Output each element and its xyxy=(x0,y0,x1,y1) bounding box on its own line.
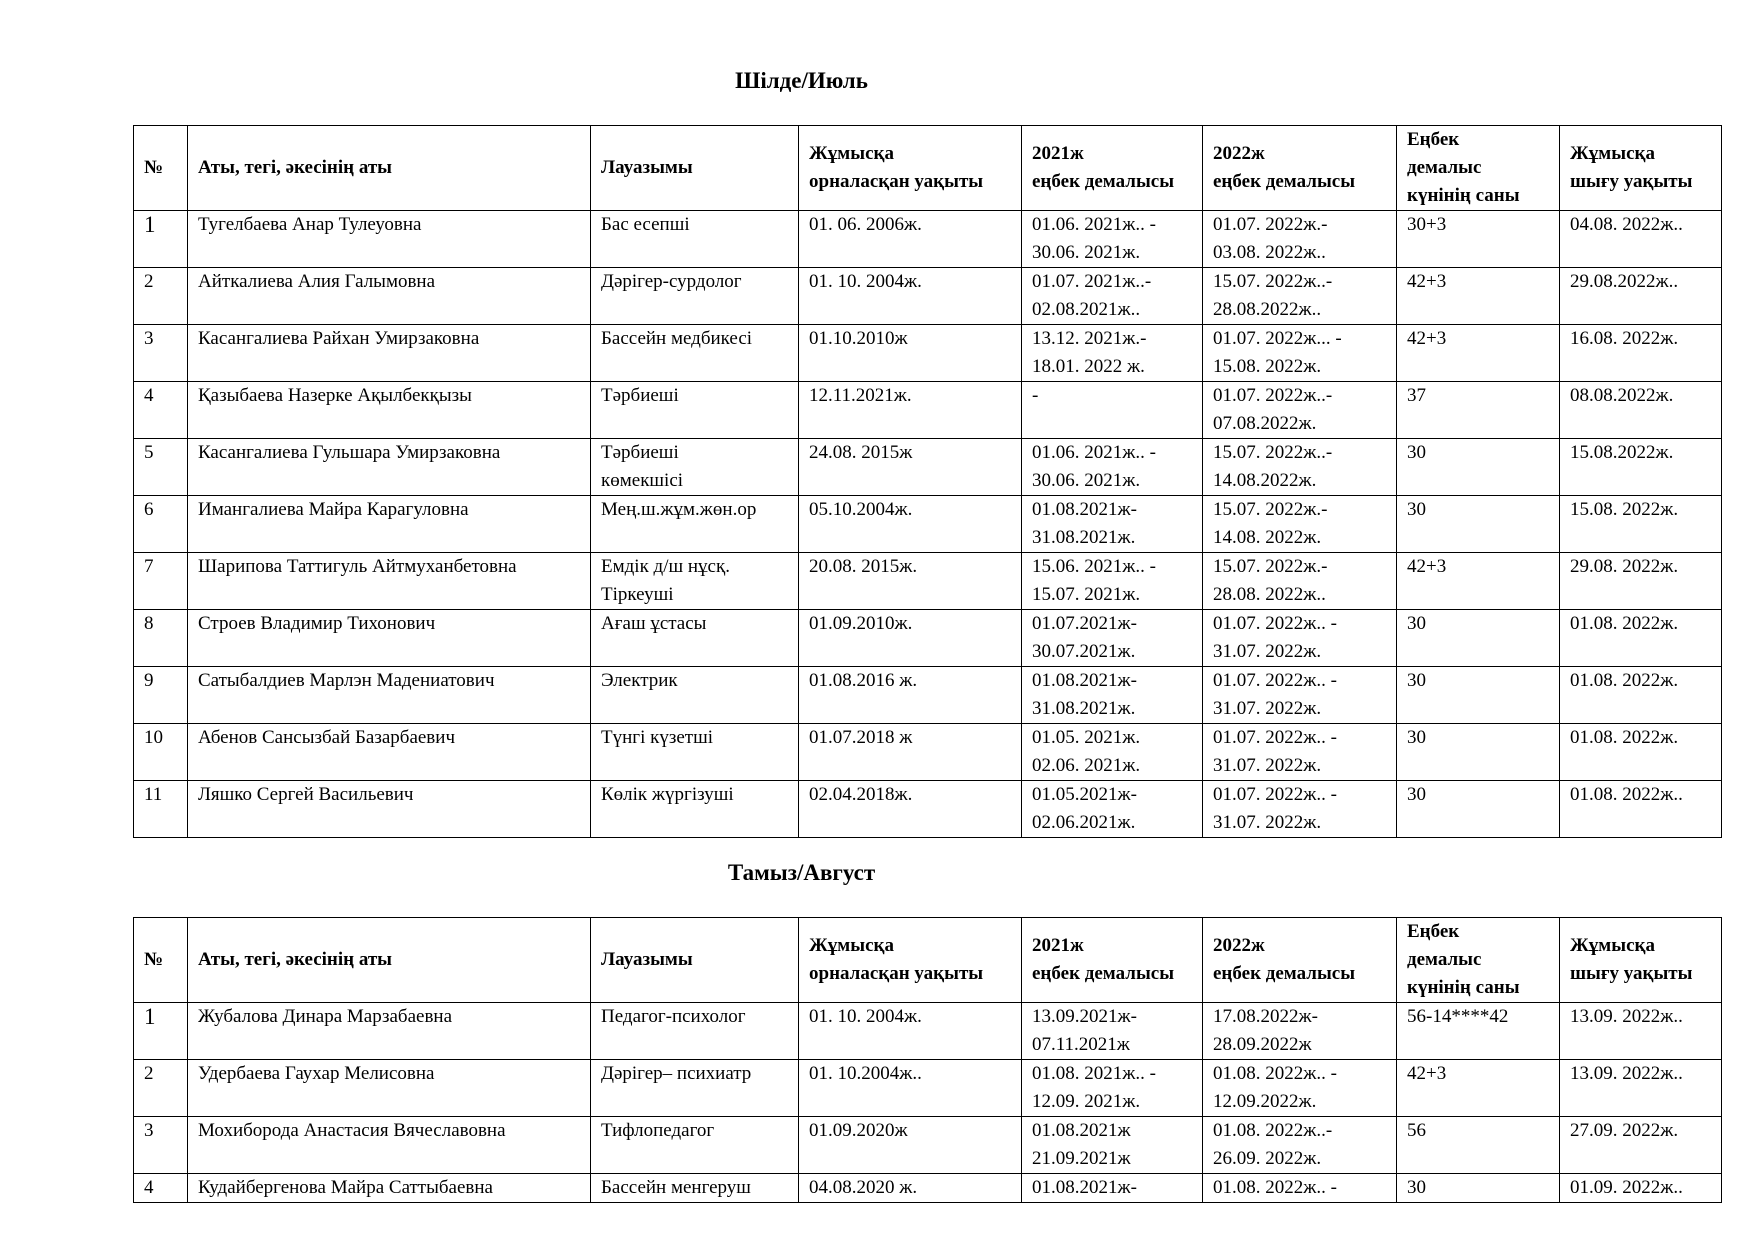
cell-hired: 01.09.2010ж. xyxy=(799,610,1022,667)
header-return-text: Жұмысқа xyxy=(1570,935,1655,956)
leave-2021-line: 15.06. 2021ж.. - xyxy=(1032,556,1156,577)
cell-name: Қазыбаева Назерке Ақылбекқызы xyxy=(188,382,591,439)
cell-name: Айткалиева Алия Галымовна xyxy=(188,268,591,325)
position-line: көмекшісі xyxy=(601,470,684,491)
leave-2022-line: 31.07. 2022ж. xyxy=(1213,755,1322,776)
table-row xyxy=(134,439,1722,496)
cell-return: 01.08. 2022ж. xyxy=(1560,724,1722,781)
cell-num: 2 xyxy=(134,1060,188,1117)
leave-2022-line: 14.08. 2022ж. xyxy=(1213,527,1322,548)
header-days xyxy=(1397,126,1560,211)
table-header-row xyxy=(134,918,1722,1003)
cell-num: 8 xyxy=(134,610,188,667)
table-row xyxy=(134,496,1722,553)
leave-2022-line: 15.07. 2022ж..- xyxy=(1213,271,1333,292)
cell-days: 30 xyxy=(1397,667,1560,724)
cell-position xyxy=(591,724,799,781)
cell-days: 56-14****42 xyxy=(1397,1003,1560,1060)
header-leave2021 xyxy=(1022,126,1203,211)
leave-2022-line: 15.07. 2022ж.- xyxy=(1213,499,1328,520)
leave-2021-line: 21.09.2021ж xyxy=(1032,1148,1131,1169)
header-position xyxy=(591,918,799,1003)
leave-2021-line: 01.08.2021ж xyxy=(1032,1120,1131,1141)
cell-days: 42+3 xyxy=(1397,1060,1560,1117)
cell-position xyxy=(591,1003,799,1060)
cell-leave-2021 xyxy=(1022,439,1203,496)
cell-name: Строев Владимир Тихонович xyxy=(188,610,591,667)
cell-days: 56 xyxy=(1397,1117,1560,1174)
cell-leave-2022 xyxy=(1203,1060,1397,1117)
cell-days: 30+3 xyxy=(1397,211,1560,268)
cell-return: 13.09. 2022ж.. xyxy=(1560,1060,1722,1117)
table-row xyxy=(134,1060,1722,1117)
leave-2022-line: 01.07. 2022ж.. - xyxy=(1213,670,1337,691)
cell-name: Имангалиева Майра Карагуловна xyxy=(188,496,591,553)
header-days-text: күнінің саны xyxy=(1407,185,1520,206)
header-position xyxy=(591,126,799,211)
cell-hired: 01. 10.2004ж.. xyxy=(799,1060,1022,1117)
leave-2021-line: 12.09. 2021ж. xyxy=(1032,1091,1141,1112)
cell-return: 01.08. 2022ж. xyxy=(1560,610,1722,667)
header-days xyxy=(1397,918,1560,1003)
cell-hired: 01. 10. 2004ж. xyxy=(799,1003,1022,1060)
cell-return: 01.09. 2022ж.. xyxy=(1560,1174,1722,1203)
cell-return: 16.08. 2022ж. xyxy=(1560,325,1722,382)
leave-2022-line: 31.07. 2022ж. xyxy=(1213,698,1322,719)
header-num xyxy=(134,126,188,211)
cell-name: Касангалиева Райхан Умирзаковна xyxy=(188,325,591,382)
cell-num: 10 xyxy=(134,724,188,781)
cell-position xyxy=(591,496,799,553)
cell-position xyxy=(591,1060,799,1117)
cell-hired: 05.10.2004ж. xyxy=(799,496,1022,553)
leave-2022-line: 31.07. 2022ж. xyxy=(1213,641,1322,662)
header-hired-text: Жұмысқа xyxy=(809,143,894,164)
cell-leave-2021 xyxy=(1022,1003,1203,1060)
cell-days: 30 xyxy=(1397,1174,1560,1203)
position-line: Дәрігер-сурдолог xyxy=(601,271,742,292)
leave-2022-line: 01.08. 2022ж.. - xyxy=(1213,1063,1337,1084)
header-days-text: демалыс xyxy=(1407,949,1482,970)
leave-2021-line: 01.06. 2021ж.. - xyxy=(1032,442,1156,463)
leave-2022-line: 14.08.2022ж. xyxy=(1213,470,1317,491)
cell-return: 27.09. 2022ж. xyxy=(1560,1117,1722,1174)
cell-leave-2022 xyxy=(1203,667,1397,724)
position-line: Тіркеуші xyxy=(601,584,674,605)
cell-hired: 20.08. 2015ж. xyxy=(799,553,1022,610)
cell-hired: 12.11.2021ж. xyxy=(799,382,1022,439)
vacation-table-august xyxy=(133,917,1722,1203)
cell-position xyxy=(591,268,799,325)
position-line: Түнгі күзетші xyxy=(601,727,713,748)
header-hired-text: орналасқан уақыты xyxy=(809,963,984,984)
cell-leave-2022 xyxy=(1203,268,1397,325)
cell-position xyxy=(591,1117,799,1174)
leave-2022-line: 17.08.2022ж- xyxy=(1213,1006,1318,1027)
cell-return: 08.08.2022ж. xyxy=(1560,382,1722,439)
header-leave2022-text: 2022ж xyxy=(1213,143,1265,164)
cell-num: 7 xyxy=(134,553,188,610)
header-leave2021-text: еңбек демалысы xyxy=(1032,963,1175,984)
table-row xyxy=(134,1003,1722,1060)
section-title-august: Тамыз/Август xyxy=(727,860,876,885)
table-header-row xyxy=(134,126,1722,211)
position-line: Бассейн менгеруш xyxy=(601,1177,751,1198)
cell-hired: 01.10.2010ж xyxy=(799,325,1022,382)
header-days-text: демалыс xyxy=(1407,157,1482,178)
header-hired-text: орналасқан уақыты xyxy=(809,171,984,192)
leave-2021-line: 02.06.2021ж. xyxy=(1032,812,1136,833)
cell-hired: 01. 06. 2006ж. xyxy=(799,211,1022,268)
cell-leave-2021 xyxy=(1022,1060,1203,1117)
cell-position xyxy=(591,325,799,382)
header-leave2021-text: 2021ж xyxy=(1032,143,1084,164)
cell-return: 01.08. 2022ж.. xyxy=(1560,781,1722,838)
cell-leave-2021 xyxy=(1022,1174,1203,1203)
leave-2022-line: 01.08. 2022ж.. - xyxy=(1213,1177,1337,1198)
leave-2021-line: 01.08. 2021ж.. - xyxy=(1032,1063,1156,1084)
header-return-text: шығу уақыты xyxy=(1570,963,1693,984)
cell-name: Мохиборода Анастасия Вячеславовна xyxy=(188,1117,591,1174)
leave-2021-line: 31.08.2021ж. xyxy=(1032,527,1136,548)
cell-hired: 02.04.2018ж. xyxy=(799,781,1022,838)
cell-days: 30 xyxy=(1397,781,1560,838)
cell-num: 5 xyxy=(134,439,188,496)
cell-leave-2022 xyxy=(1203,610,1397,667)
leave-2022-line: 15.07. 2022ж.- xyxy=(1213,556,1328,577)
cell-name: Ляшко Сергей Васильевич xyxy=(188,781,591,838)
leave-2022-line: 31.07. 2022ж. xyxy=(1213,812,1322,833)
leave-2022-line: 03.08. 2022ж.. xyxy=(1213,242,1326,263)
position-line: Тәрбиеші xyxy=(601,442,679,463)
cell-hired: 01.09.2020ж xyxy=(799,1117,1022,1174)
cell-leave-2021 xyxy=(1022,325,1203,382)
cell-leave-2021 xyxy=(1022,496,1203,553)
cell-days: 42+3 xyxy=(1397,553,1560,610)
leave-2021-line: 13.09.2021ж- xyxy=(1032,1006,1137,1027)
leave-2022-line: 01.07. 2022ж... - xyxy=(1213,328,1342,349)
leave-2021-line: 30.07.2021ж. xyxy=(1032,641,1136,662)
leave-2021-line: 01.06. 2021ж.. - xyxy=(1032,214,1156,235)
cell-return: 29.08. 2022ж. xyxy=(1560,553,1722,610)
cell-leave-2022 xyxy=(1203,553,1397,610)
table-row xyxy=(134,325,1722,382)
leave-2022-line: 01.07. 2022ж.. - xyxy=(1213,613,1337,634)
leave-2022-line: 01.08. 2022ж..- xyxy=(1213,1120,1333,1141)
table-row xyxy=(134,553,1722,610)
leave-2021-line: 18.01. 2022 ж. xyxy=(1032,356,1145,377)
cell-leave-2022 xyxy=(1203,439,1397,496)
leave-2021-line: 02.06. 2021ж. xyxy=(1032,755,1141,776)
header-days-text: Еңбек xyxy=(1407,129,1460,150)
cell-leave-2022 xyxy=(1203,1174,1397,1203)
cell-days: 30 xyxy=(1397,610,1560,667)
cell-return: 15.08.2022ж. xyxy=(1560,439,1722,496)
cell-num: 9 xyxy=(134,667,188,724)
cell-num: 6 xyxy=(134,496,188,553)
leave-2022-line: 28.09.2022ж xyxy=(1213,1034,1312,1055)
cell-leave-2021 xyxy=(1022,268,1203,325)
cell-leave-2021 xyxy=(1022,211,1203,268)
header-name-text: Аты, тегі, әкесінің аты xyxy=(198,949,392,970)
cell-leave-2021 xyxy=(1022,781,1203,838)
leave-2022-line: 12.09.2022ж. xyxy=(1213,1091,1317,1112)
position-line: Тифлопедагог xyxy=(601,1120,715,1141)
header-num xyxy=(134,918,188,1003)
leave-2021-line: 01.08.2021ж- xyxy=(1032,670,1137,691)
table-row xyxy=(134,1174,1722,1203)
leave-2021-line: - xyxy=(1032,385,1039,406)
header-num-text: № xyxy=(144,949,164,970)
cell-name: Жубалова Динара Марзабаевна xyxy=(188,1003,591,1060)
cell-leave-2022 xyxy=(1203,211,1397,268)
header-name xyxy=(188,918,591,1003)
cell-position xyxy=(591,439,799,496)
header-hired-text: Жұмысқа xyxy=(809,935,894,956)
leave-2022-line: 15.08. 2022ж. xyxy=(1213,356,1322,377)
cell-days: 30 xyxy=(1397,439,1560,496)
leave-2021-line: 01.08.2021ж- xyxy=(1032,499,1137,520)
position-line: Мең.ш.жұм.жөн.ор xyxy=(601,499,757,520)
header-leave2022-text: еңбек демалысы xyxy=(1213,171,1356,192)
position-line: Көлік жүргізуші xyxy=(601,784,734,805)
cell-hired: 01.08.2016 ж. xyxy=(799,667,1022,724)
cell-hired: 04.08.2020 ж. xyxy=(799,1174,1022,1203)
header-position-text: Лауазымы xyxy=(601,157,693,178)
leave-2022-line: 15.07. 2022ж..- xyxy=(1213,442,1333,463)
cell-name: Тугелбаева Анар Тулеуовна xyxy=(188,211,591,268)
header-leave2022-text: еңбек демалысы xyxy=(1213,963,1356,984)
cell-position xyxy=(591,781,799,838)
leave-2022-line: 01.07. 2022ж.. - xyxy=(1213,727,1337,748)
cell-num: 4 xyxy=(134,382,188,439)
table-row xyxy=(134,610,1722,667)
cell-num: 3 xyxy=(134,1117,188,1174)
cell-num: 2 xyxy=(134,268,188,325)
header-num-text: № xyxy=(144,157,164,178)
cell-leave-2021 xyxy=(1022,553,1203,610)
cell-leave-2021 xyxy=(1022,1117,1203,1174)
header-position-text: Лауазымы xyxy=(601,949,693,970)
cell-name: Касангалиева Гульшара Умирзаковна xyxy=(188,439,591,496)
section-title-july: Шілде/Июль xyxy=(735,68,868,93)
header-leave2021-text: 2021ж xyxy=(1032,935,1084,956)
position-line: Бассейн медбикесі xyxy=(601,328,753,349)
header-days-text: Еңбек xyxy=(1407,921,1460,942)
header-leave2021 xyxy=(1022,918,1203,1003)
position-line: Электрик xyxy=(601,670,678,691)
cell-leave-2022 xyxy=(1203,724,1397,781)
cell-num: 11 xyxy=(134,781,188,838)
cell-position xyxy=(591,211,799,268)
cell-hired: 01.07.2018 ж xyxy=(799,724,1022,781)
cell-hired: 24.08. 2015ж xyxy=(799,439,1022,496)
leave-2021-line: 01.05. 2021ж. xyxy=(1032,727,1141,748)
position-line: Дәрігер– психиатр xyxy=(601,1063,752,1084)
cell-days: 42+3 xyxy=(1397,325,1560,382)
cell-return: 15.08. 2022ж. xyxy=(1560,496,1722,553)
cell-num: 3 xyxy=(134,325,188,382)
leave-2021-line: 15.07. 2021ж. xyxy=(1032,584,1141,605)
header-hired xyxy=(799,126,1022,211)
table-row xyxy=(134,382,1722,439)
header-return-text: Жұмысқа xyxy=(1570,143,1655,164)
cell-return: 13.09. 2022ж.. xyxy=(1560,1003,1722,1060)
cell-leave-2021 xyxy=(1022,382,1203,439)
leave-2021-line: 30.06. 2021ж. xyxy=(1032,242,1141,263)
header-days-text: күнінің саны xyxy=(1407,977,1520,998)
cell-leave-2021 xyxy=(1022,667,1203,724)
header-name xyxy=(188,126,591,211)
leave-2021-line: 07.11.2021ж xyxy=(1032,1034,1130,1055)
cell-leave-2022 xyxy=(1203,325,1397,382)
leave-2022-line: 28.08.2022ж.. xyxy=(1213,299,1322,320)
leave-2022-line: 28.08. 2022ж.. xyxy=(1213,584,1326,605)
cell-position xyxy=(591,553,799,610)
table-row xyxy=(134,268,1722,325)
header-hired xyxy=(799,918,1022,1003)
table-row xyxy=(134,781,1722,838)
header-leave2022-text: 2022ж xyxy=(1213,935,1265,956)
header-leave2022 xyxy=(1203,918,1397,1003)
cell-days: 30 xyxy=(1397,496,1560,553)
cell-return: 29.08.2022ж.. xyxy=(1560,268,1722,325)
header-leave2022 xyxy=(1203,126,1397,211)
position-line: Ағаш ұстасы xyxy=(601,613,707,634)
leave-2021-line: 01.08.2021ж- xyxy=(1032,1177,1137,1198)
header-return-text: шығу уақыты xyxy=(1570,171,1693,192)
cell-leave-2022 xyxy=(1203,496,1397,553)
cell-num: 1 xyxy=(134,211,188,268)
leave-2021-line: 02.08.2021ж.. xyxy=(1032,299,1141,320)
header-return xyxy=(1560,918,1722,1003)
cell-name: Удербаева Гаухар Мелисовна xyxy=(188,1060,591,1117)
leave-2022-line: 26.09. 2022ж. xyxy=(1213,1148,1322,1169)
cell-hired: 01. 10. 2004ж. xyxy=(799,268,1022,325)
cell-num: 1 xyxy=(134,1003,188,1060)
position-line: Бас есепші xyxy=(601,214,690,235)
position-line: Тәрбиеші xyxy=(601,385,679,406)
table-row xyxy=(134,211,1722,268)
leave-2021-line: 01.05.2021ж- xyxy=(1032,784,1137,805)
cell-return: 04.08. 2022ж.. xyxy=(1560,211,1722,268)
cell-num: 4 xyxy=(134,1174,188,1203)
vacation-table-july xyxy=(133,125,1722,838)
cell-leave-2022 xyxy=(1203,382,1397,439)
leave-2021-line: 01.07. 2021ж..- xyxy=(1032,271,1152,292)
cell-days: 30 xyxy=(1397,724,1560,781)
cell-position xyxy=(591,610,799,667)
leave-2022-line: 01.07. 2022ж.. - xyxy=(1213,784,1337,805)
cell-position xyxy=(591,1174,799,1203)
leave-2021-line: 01.07.2021ж- xyxy=(1032,613,1137,634)
cell-days: 37 xyxy=(1397,382,1560,439)
cell-name: Шарипова Таттигуль Айтмуханбетовна xyxy=(188,553,591,610)
cell-position xyxy=(591,382,799,439)
cell-leave-2021 xyxy=(1022,610,1203,667)
cell-return: 01.08. 2022ж. xyxy=(1560,667,1722,724)
position-line: Педагог-психолог xyxy=(601,1006,746,1027)
cell-name: Кудайбергенова Майра Саттыбаевна xyxy=(188,1174,591,1203)
table-row xyxy=(134,724,1722,781)
header-leave2021-text: еңбек демалысы xyxy=(1032,171,1175,192)
cell-leave-2021 xyxy=(1022,724,1203,781)
header-return xyxy=(1560,126,1722,211)
cell-leave-2022 xyxy=(1203,781,1397,838)
cell-name: Сатыбалдиев Марлэн Мадениатович xyxy=(188,667,591,724)
table-row xyxy=(134,667,1722,724)
cell-name: Абенов Сансызбай Базарбаевич xyxy=(188,724,591,781)
cell-position xyxy=(591,667,799,724)
cell-days: 42+3 xyxy=(1397,268,1560,325)
leave-2022-line: 01.07. 2022ж.- xyxy=(1213,214,1328,235)
table-row xyxy=(134,1117,1722,1174)
cell-leave-2022 xyxy=(1203,1117,1397,1174)
leave-2022-line: 01.07. 2022ж..- xyxy=(1213,385,1333,406)
header-name-text: Аты, тегі, әкесінің аты xyxy=(198,157,392,178)
leave-2021-line: 31.08.2021ж. xyxy=(1032,698,1136,719)
leave-2021-line: 13.12. 2021ж.- xyxy=(1032,328,1147,349)
leave-2022-line: 07.08.2022ж. xyxy=(1213,413,1317,434)
cell-leave-2022 xyxy=(1203,1003,1397,1060)
leave-2021-line: 30.06. 2021ж. xyxy=(1032,470,1141,491)
position-line: Емдік д/ш нұсқ. xyxy=(601,556,730,577)
